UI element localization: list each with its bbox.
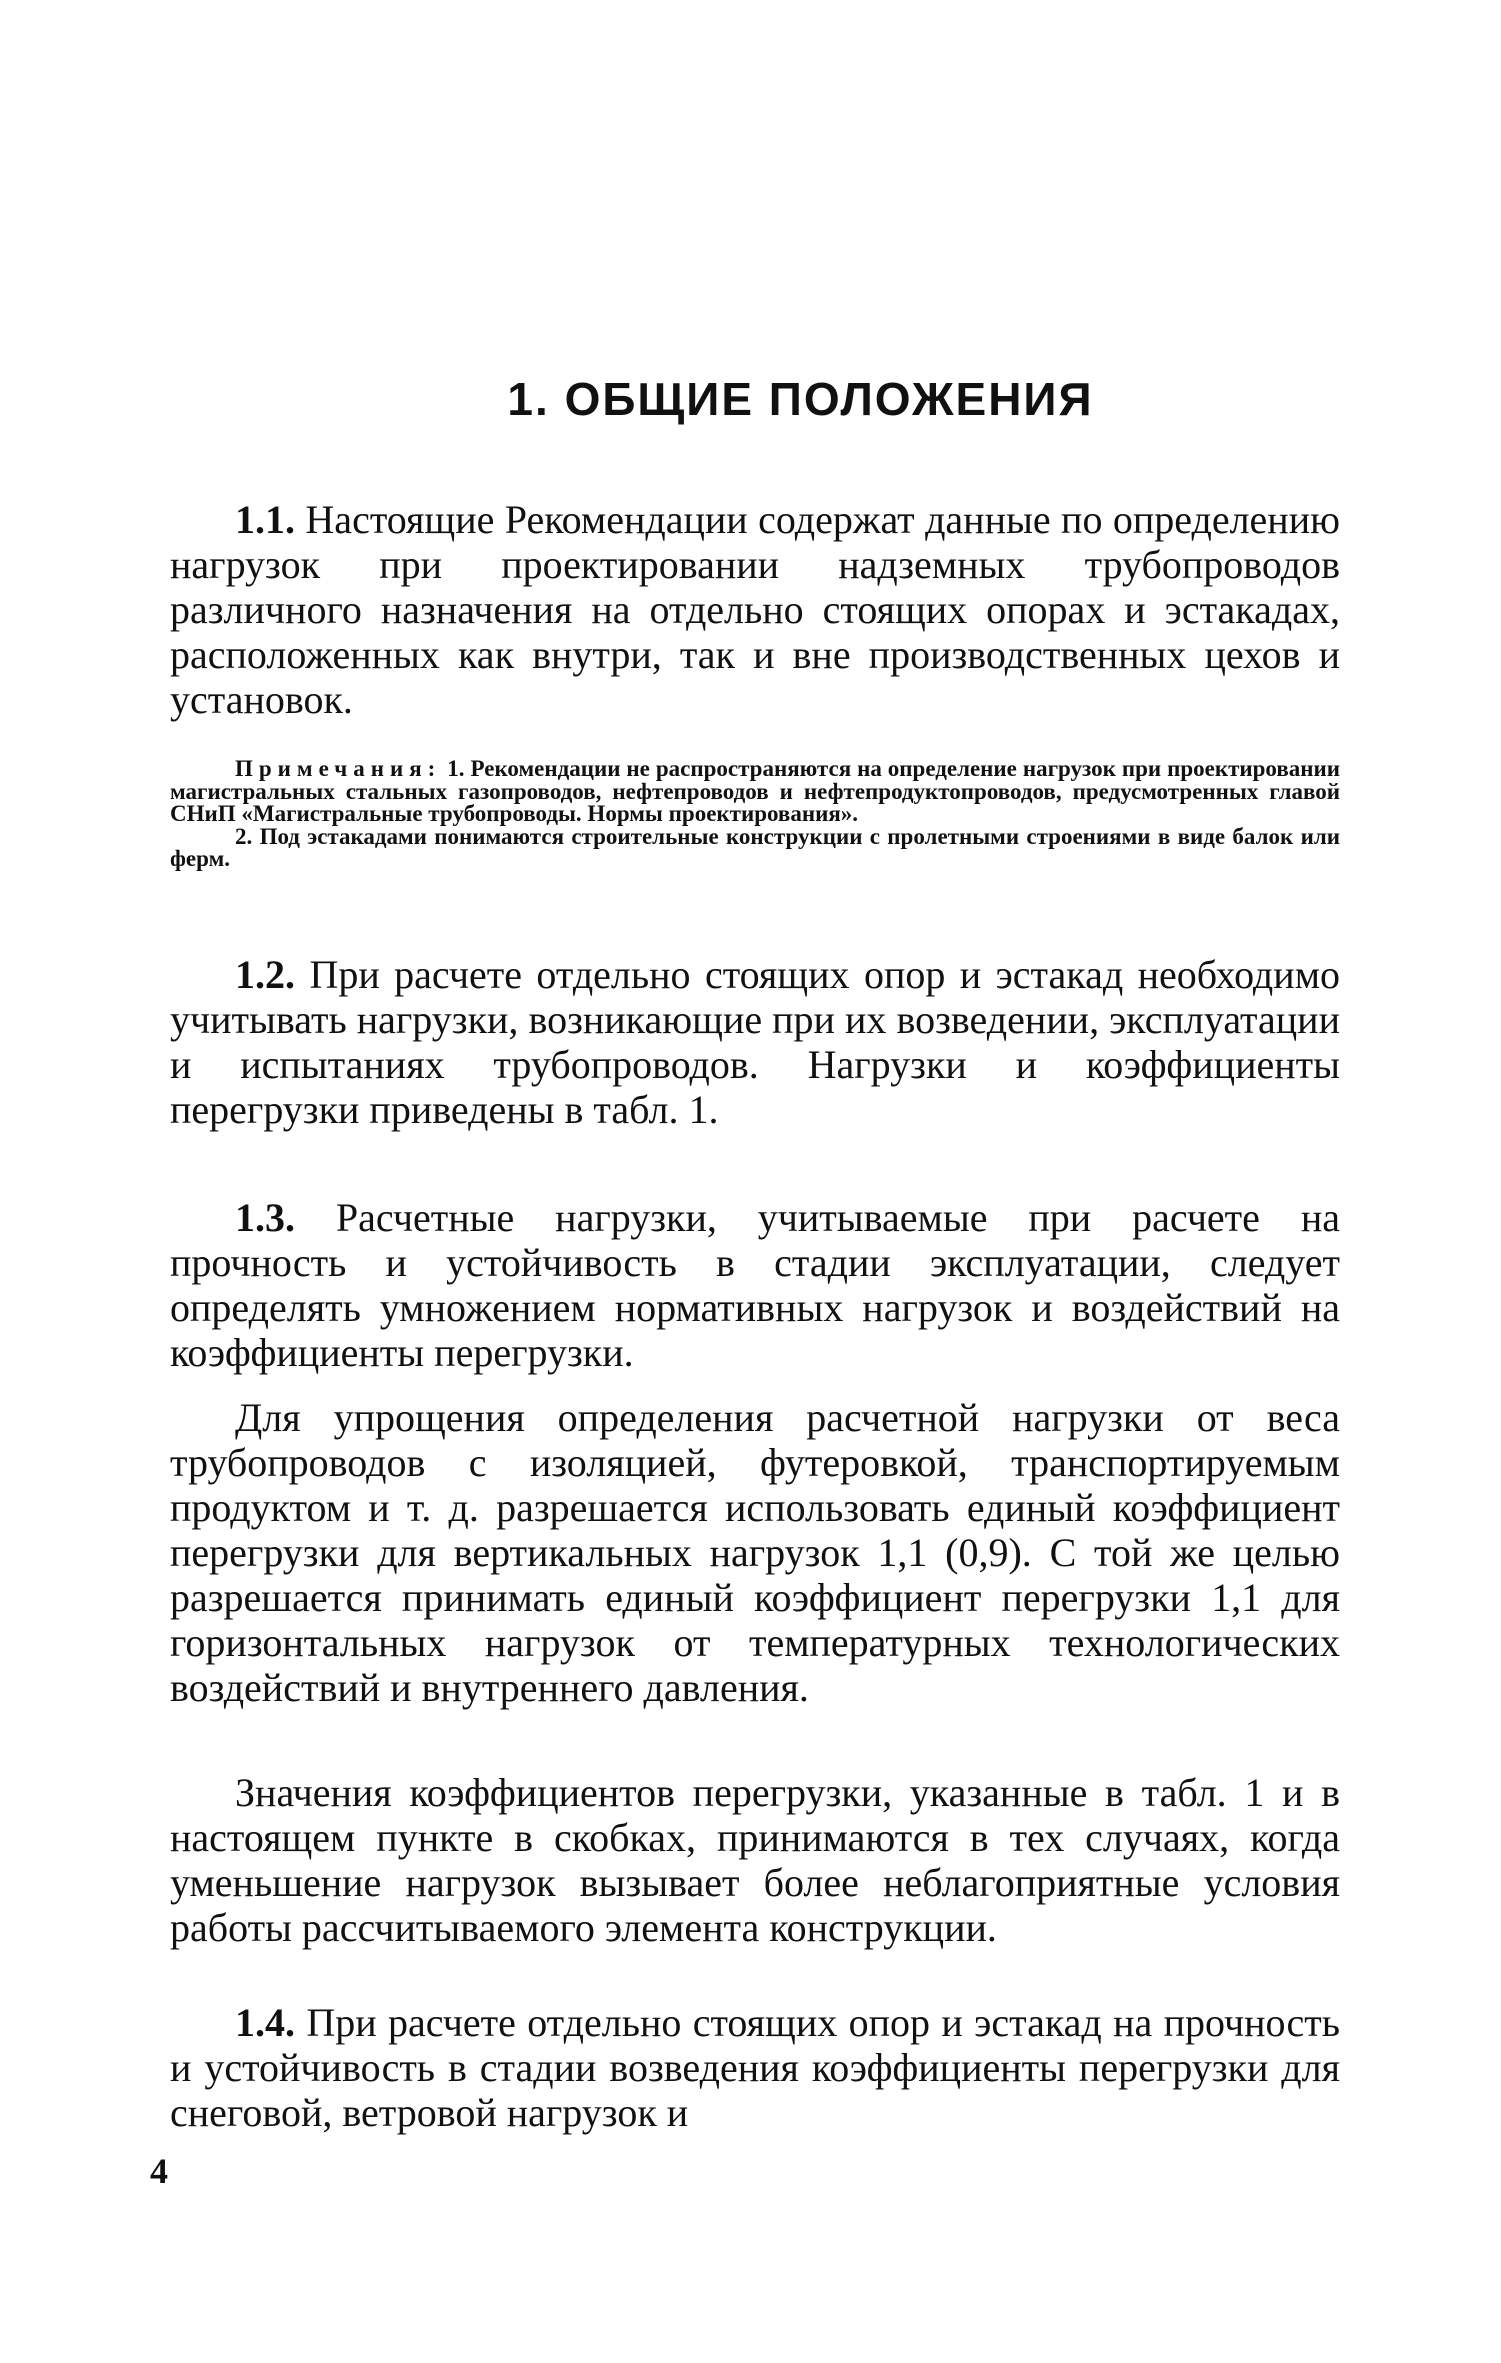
note-2: [170, 823, 1341, 871]
paragraph-number: 1.3.: [235, 1195, 295, 1240]
note-number: 2.: [235, 823, 253, 849]
paragraph-text: Расчетные нагрузки, учитываемые при расчете на прочность и устойчивость в стадии эксплуатации, следует определять умножением нормативных нагрузок и воздействий на коэффициенты перегрузки.: [170, 1195, 1340, 1375]
page-number: 4: [150, 2151, 168, 2191]
section-heading: 1. ОБЩИЕ ПОЛОЖЕНИЯ: [507, 373, 1094, 425]
note-text: Под эстакадами понимаются строительные конструкции с пролетными строениями в виде балок или ферм.: [170, 823, 1341, 871]
paragraph-1-3-continued: [170, 1395, 1340, 1710]
paragraph-1-1: [170, 497, 1340, 722]
notes-label: Примечания:: [235, 756, 442, 781]
paragraph-number: 1.2.: [235, 952, 295, 997]
paragraph-1-2: [170, 952, 1340, 1132]
note-text: Рекомендации не распространяются на определение нагрузок при проектировании магистральных стальных газопроводов, нефтепроводов и нефтепродуктопроводов, предусмотренных главой СНиП «Магистральные трубопроводы. Нормы проектирования».: [170, 756, 1341, 826]
note-1: [170, 758, 1340, 826]
paragraph-text: При расчете отдельно стоящих опор и эстакад на прочность и устойчивость в стадии возведения коэффициенты перегрузки для снеговой, ветровой нагрузок и: [170, 2000, 1341, 2135]
paragraph-1-3: [170, 1195, 1340, 1375]
paragraph-text: Для упрощения определения расчетной нагрузки от веса трубопроводов с изоляцией, футеровкой, транспортируемым продуктом и т. д. разрешается использовать единый коэффициент перегрузки для вертикальных нагрузок 1,1 (0,9). С той же целью разрешается принимать единый коэффициент перегрузки 1,1 для горизонтальных нагрузок от температурных технологических воздействий и внутреннего давления.: [170, 1395, 1340, 1710]
note-number: 1.: [447, 756, 465, 781]
paragraph-text: Настоящие Рекомендации содержат данные по определению нагрузок при проектировании надземных трубопроводов различного назначения на отдельно стоящих опорах и эстакадах, расположенных как внутри, так и вне производственных цехов и установок.: [170, 497, 1341, 722]
paragraph-number: 1.1.: [235, 497, 295, 542]
notes-block: [170, 758, 1340, 871]
paragraph-1-3-remark: [170, 1770, 1340, 1950]
paragraph-number: 1.4.: [235, 2000, 295, 2045]
paragraph-text: Значения коэффициентов перегрузки, указанные в табл. 1 и в настоящем пункте в скобках, принимаются в тех случаях, когда уменьшение нагрузок вызывает более неблагоприятные условия работы рассчитываемого элемента конструкции.: [170, 1770, 1340, 1950]
paragraph-text: При расчете отдельно стоящих опор и эстакад необходимо учитывать нагрузки, возникающие при их возведении, эксплуатации и испытаниях трубопроводов. Нагрузки и коэффициенты перегрузки приведены в табл. 1.: [170, 952, 1341, 1132]
paragraph-1-4: [170, 2000, 1340, 2135]
